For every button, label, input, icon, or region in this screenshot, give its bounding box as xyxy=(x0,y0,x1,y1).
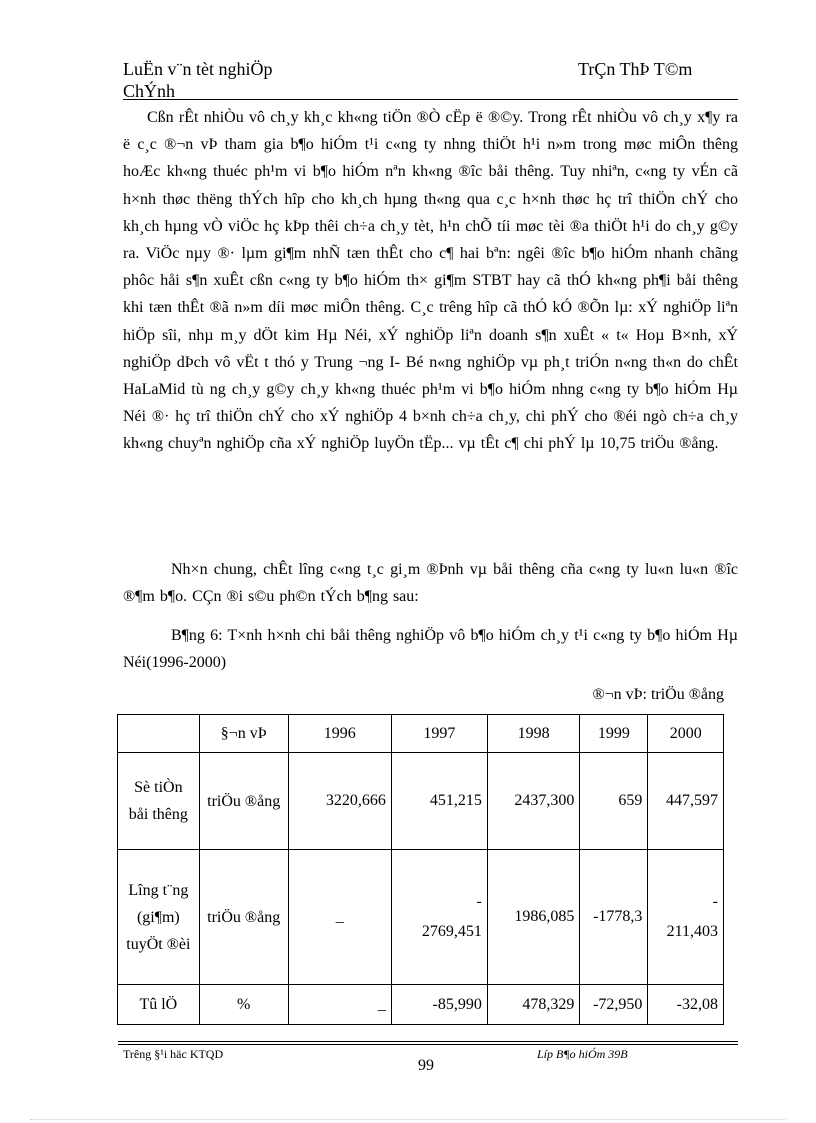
table-header-cell xyxy=(118,715,200,753)
footer-rule xyxy=(118,1044,738,1045)
table-cell: -1778,3 xyxy=(580,850,648,985)
table-cell: 3220,666 xyxy=(288,753,391,850)
page-edge-dotted-line xyxy=(30,1119,786,1120)
table-unit-note: ®¬n vÞ: triÖu ®ång xyxy=(592,686,724,703)
header-rule xyxy=(123,99,738,100)
footer-rule xyxy=(118,1041,738,1042)
table-cell: _ xyxy=(288,850,391,985)
table-header-cell: §¬n vÞ xyxy=(199,715,288,753)
row-unit: triÖu ®ång xyxy=(199,753,288,850)
table-header-cell: 1997 xyxy=(391,715,487,753)
table-cell: - 211,403 xyxy=(648,850,724,985)
row-label: Tû lÖ xyxy=(118,985,200,1025)
header-thesis-title: LuËn v¨n tèt nghiÖp ChÝnh xyxy=(123,59,273,101)
table-header-cell: 2000 xyxy=(648,715,724,753)
header-author-name: TrÇn ThÞ T©m xyxy=(578,59,693,79)
table-cell: 451,215 xyxy=(391,753,487,850)
row-unit: % xyxy=(199,985,288,1025)
table-row xyxy=(118,985,724,1025)
table-cell: _ xyxy=(288,985,391,1025)
table-cell: -72,950 xyxy=(580,985,648,1025)
table-caption: B¶ng 6: T×nh h×nh chi båi thêng nghiÖp vô b¶o hiÓm ch¸y t¹i c«ng ty b¶o hiÓm Hµ Néi(1996-2000) xyxy=(123,627,738,671)
table-header-cell: 1996 xyxy=(288,715,391,753)
table-header-cell: 1999 xyxy=(580,715,648,753)
paragraph-fire-cases: Cßn rÊt nhiÒu vô ch¸y kh¸c kh«ng tiÖn ®Ò cËp ë ®©y. Trong rÊt nhiÒu vô ch¸y x¶y ra ë c¸c ®¬n vÞ tham gia b¶o hiÓm t¹i c«ng ty nhng thiÖt h¹i n»m trong møc miÔn thêng hoÆc kh«ng thuéc ph¹m vi b¶o hiÓm nªn kh«ng ®îc båi thêng. Tuy nhiªn, c«ng ty vÉn cã h×nh thøc thëng thÝch hîp cho kh¸ch hµng th«ng qua c¸c h×nh thøc hç trî thiÖn chÝ cho kh¸ch hµng vÒ viÖc hç kÞp thêi ch÷a ch¸y tèt, h¹n chÕ tíi møc tèi ®a thiÖt h¹i do ch¸y g©y ra. ViÖc nµy ®· lµm gi¶m nhÑ tæn thÊt cho c¶ hai bªn: ngêi ®îc b¶o hiÓm nhanh chãng phôc håi s¶n xuÊt cßn c«ng ty b¶o hiÓm th× gi¶m STBT hay cã thÓ kh«ng ph¶i båi thêng khi tæn thÊt ®ã n»m díi møc miÔn thêng. C¸c trêng hîp cã thÓ kÓ ®Õn lµ: xÝ nghiÖp liªn hiÖp sîi, nhµ m¸y dÖt kim Hµ Néi, xÝ nghiÖp liªn doanh s¶n xuÊt « t« Hoµ B×nh, xÝ nghiÖp dÞch vô vËt t thó y Trung ¬ng I- Bé n«ng nghiÖp vµ ph¸t triÓn n«ng th«n do chÊt HaLaMid tù ng ch¸y g©y ch¸y kh«ng thuéc ph¹m vi b¶o hiÓm nhng c«ng ty b¶o hiÓm Hµ Néi ®· hç trî thiÖn chÝ cho xÝ nghiÖp 4 b×nh ch÷a ch¸y, chi phÝ cho ®éi ngò ch÷a ch¸y kh«ng chuyªn nghiÖp cña xÝ nghiÖp luyÖn tËp... vµ tÊt c¶ chi phÝ lµ 10,75 triÖu ®ång. xyxy=(123,109,738,453)
paragraph-quality-summary: Nh×n chung, chÊt lîng c«ng t¸c gi¸m ®Þnh vµ båi thêng cña c«ng ty lu«n lu«n ®îc ®¶m b¶o. CÇn ®i s©u ph©n tÝch b¶ng sau: xyxy=(123,561,738,605)
compensation-table xyxy=(117,714,724,1025)
table-cell: 2437,300 xyxy=(487,753,579,850)
row-unit: triÖu ®ång xyxy=(199,850,288,985)
table-cell: - 2769,451 xyxy=(391,850,487,985)
page-number: 99 xyxy=(418,1057,434,1074)
table-row xyxy=(118,753,724,850)
row-label: Sè tiÒn båi thêng xyxy=(118,753,200,850)
table-header-cell: 1998 xyxy=(487,715,579,753)
table-cell: 478,329 xyxy=(487,985,579,1025)
footer-university: Trêng §¹i häc KTQD xyxy=(123,1047,224,1061)
table-row xyxy=(118,850,724,985)
table-cell: -32,08 xyxy=(648,985,724,1025)
row-label: Lîng t¨ng (gi¶m) tuyÖt ®èi xyxy=(118,850,200,985)
table-cell: 447,597 xyxy=(648,753,724,850)
table-header-row xyxy=(118,715,724,753)
table-cell: 1986,085 xyxy=(487,850,579,985)
footer-class: Líp B¶o hiÓm 39B xyxy=(537,1047,628,1061)
table-cell: 659 xyxy=(580,753,648,850)
table-cell: -85,990 xyxy=(391,985,487,1025)
